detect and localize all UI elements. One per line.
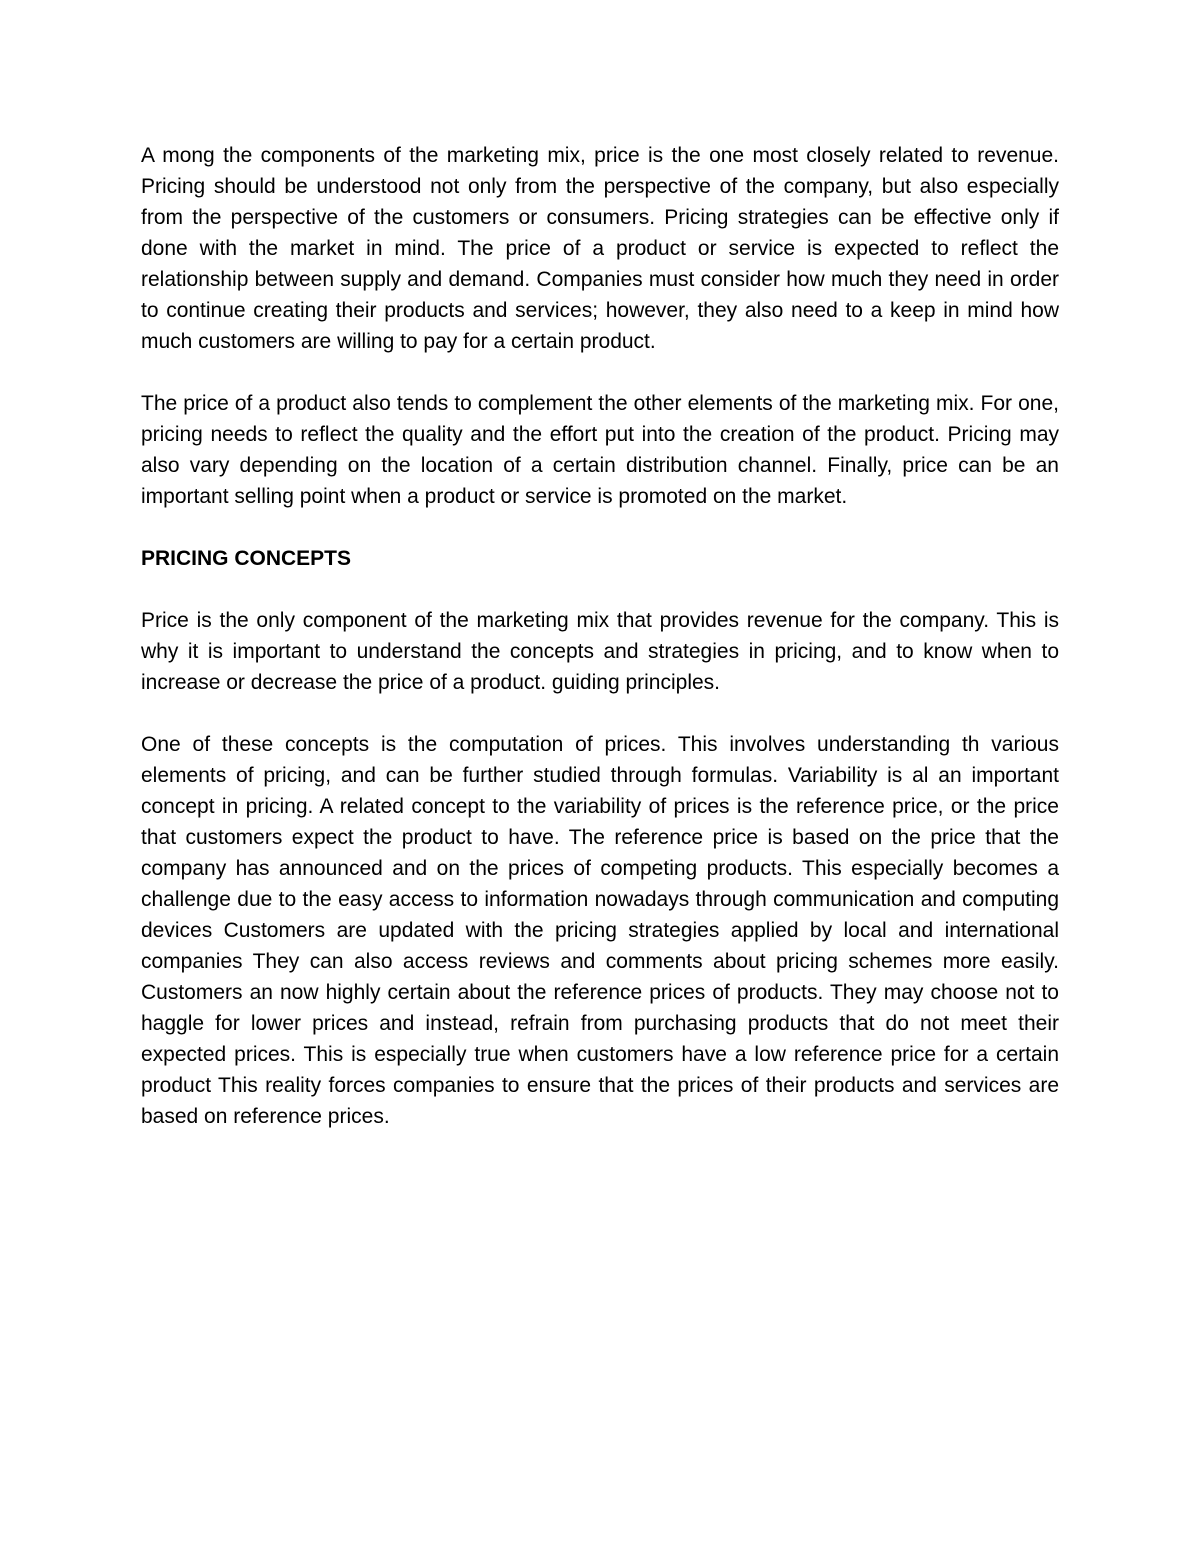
paragraph-marketing-mix-price: A mong the components of the marketing mix, price is the one most closely related to revenue. Pricing should be understood not only from the perspective of the company, but also especially from the perspective of the customers or consumers. Pricing strategies can be effective only if done with the market in mind. The price of a product or service is expected to reflect the relationship between supply and demand. Companies must consider how much they need in order to continue creating their products and services; however, they also need to a keep in mind how much customers are willing to pay for a certain product. xyxy=(141,144,1059,353)
paragraph-price-revenue: Price is the only component of the marketing mix that provides revenue for the company. This is why it is important to understand the concepts and strategies in pricing, and to know when to increase or decrease the price of a product. guiding principles. xyxy=(141,609,1059,694)
section-heading-pricing-concepts: PRICING CONCEPTS xyxy=(141,547,352,570)
paragraph-price-complements-mix: The price of a product also tends to complement the other elements of the marketing mix. For one, pricing needs to reflect the quality and the effort put into the creation of the product. Pricing may also vary depending on the location of a certain distribution channel. Finally, price can be an important selling point when a product or service is promoted on the market. xyxy=(141,392,1059,508)
paragraph-reference-price: One of these concepts is the computation of prices. This involves understanding th various elements of pricing, and can be further studied through formulas. Variability is al an important concept in pricing. A related concept to the variability of prices is the reference price, or the price that customers expect the product to have. The reference price is based on the price that the company has announced and on the prices of competing products. This especially becomes a challenge due to the easy access to information nowadays through communication and computing devices Customers are updated with the pricing strategies applied by local and international companies They can also access reviews and comments about pricing schemes more easily. Customers an now highly certain about the reference prices of products. They may choose not to haggle for lower prices and instead, refrain from purchasing products that do not meet their expected prices. This is especially true when customers have a low reference price for a certain product This reality forces companies to ensure that the prices of their products and services are based on reference prices. xyxy=(141,733,1059,1128)
document-page xyxy=(141,140,1059,1163)
